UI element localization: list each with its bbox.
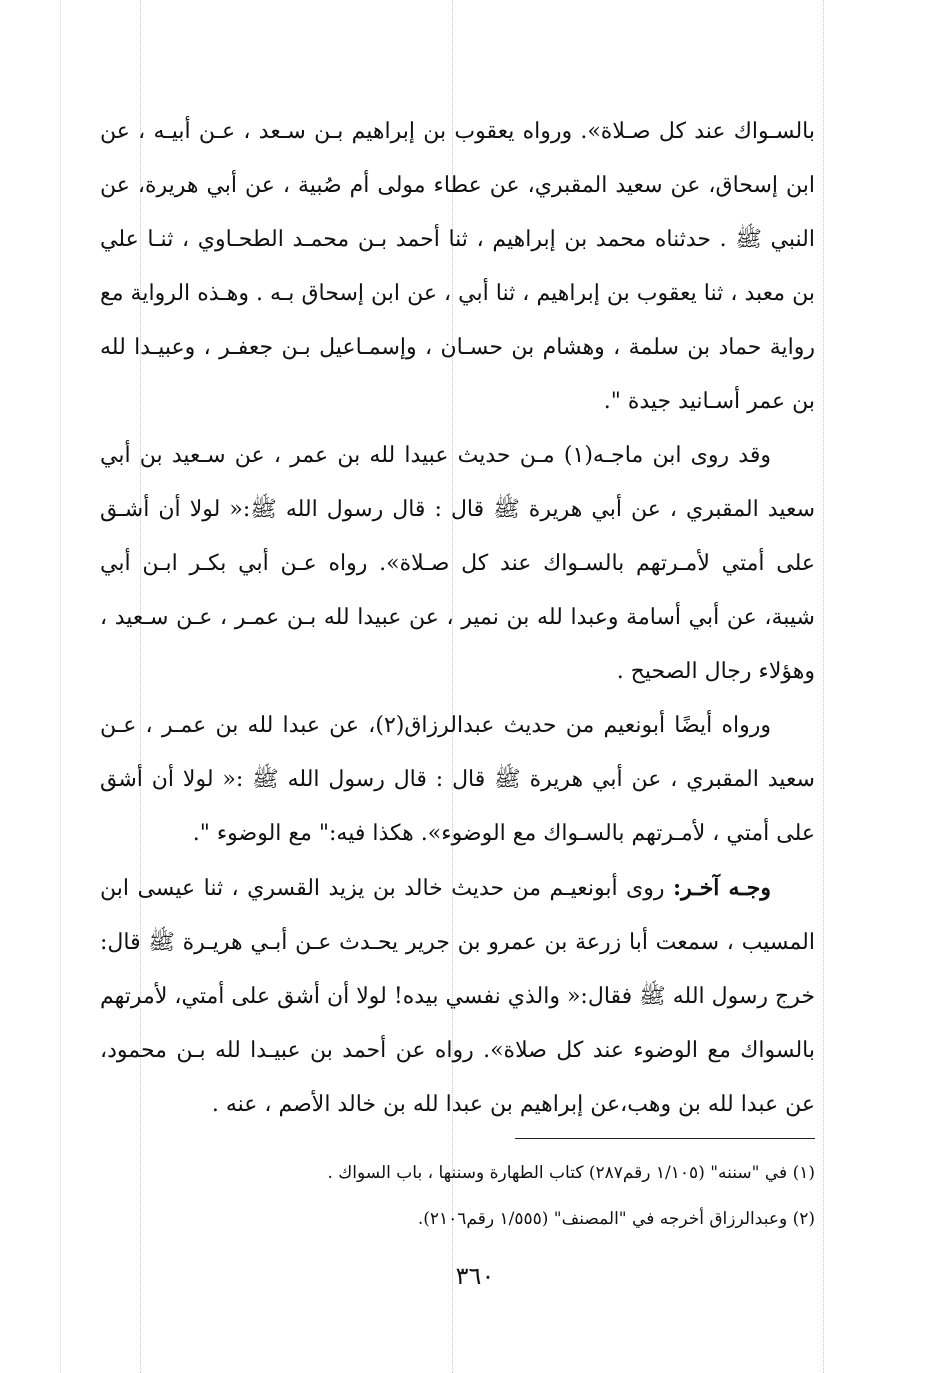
paragraph	[100, 429, 815, 699]
paragraph	[100, 105, 815, 429]
paragraph	[100, 861, 815, 1132]
paragraph-text: وقد روى ابن ماجـه(١) مـن حديث عبيدا لله بن عمر ، عن سـعيد بن أبي سعيد المقبري ، عن أبي هريرة ﷺ قال : قال رسول الله ﷺ:« لولا أن أشـق على أمتي لأمـرتهم بالسـواك عند كل صـلاة». رواه عـن أبي بكـر ابـن أبي شيبة، عن أبي أسامة وعبدا لله بن نمير ، عن عبيدا لله بـن عمـر ، عـن سـعيد ، وهؤلاء رجال الصحيح .	[100, 443, 815, 684]
paragraph-text: روى أبونعيـم من حديث خالد بن يزيد القسري ، ثنا عيسى ابن المسيب ، سمعت أبا زرعة بن عمرو بن جرير يحـدث عـن أبـي هريـرة ﷺ قال: خرج رسول الله ﷺ فقال:« والذي نفسي بيده! لولا أن أشق على أمتي، لأمرتهم بالسواك مع الوضوء عند كل صلاة». رواه عن أحمد بن عبيـدا لله بـن محمود، عن عبدا لله بن وهب،عن إبراهيم بن عبدا لله بن خالد الأصم ، عنه .	[100, 876, 815, 1117]
main-text	[100, 105, 815, 1132]
section-lead: وجـه آخـر:	[672, 875, 771, 901]
scan-guide-line	[60, 0, 61, 1373]
scan-guide-line	[823, 0, 824, 1373]
paragraph-text: بالسـواك عند كل صـلاة». ورواه يعقوب بن إبراهيم بـن سـعد ، عـن أبيـه ، عن ابن إسحاق، عن سعيد المقبري، عن عطاء مولى أم صُبية ، عن أبي هريرة، عن النبي ﷺ . حدثناه محمد بن إبراهيم ، ثنا أحمد بـن محمـد الطحـاوي ، ثنـا علي بن معبد ، ثنا يعقوب بن إبراهيم ، ثنا أبي ، عن ابن إسحاق بـه . وهـذه الرواية مع رواية حماد بن سلمة ، وهشام بن حسـان ، وإسمـاعيل بـن جعفـر ، وعبيـدا لله بن عمر أسـانيد جيدة ".	[100, 119, 815, 414]
paragraph-text: ورواه أيضًا أبونعيم من حديث عبدالرزاق(٢)، عن عبدا لله بن عمـر ، عـن سعيد المقبري ، عن أبي هريرة ﷺ قال : قال رسول الله ﷺ :« لولا أن أشق على أمتي ، لأمـرتهم بالسـواك مع الوضوء». هكذا فيه:" مع الوضوء ".	[100, 713, 815, 846]
paragraph	[100, 699, 815, 861]
footnote: (١) في "سننه" (١/١٠٥ رقم٢٨٧) كتاب الطهارة وسننها ، باب السواك .	[327, 1163, 815, 1183]
footnote-separator	[515, 1138, 815, 1139]
page-number: ٣٦٠	[455, 1262, 495, 1290]
footnote: (٢) وعبدالرزاق أخرجه في "المصنف" (١/٥٥٥ رقم٢١٠٦).	[417, 1209, 815, 1229]
footnotes	[100, 1150, 815, 1242]
